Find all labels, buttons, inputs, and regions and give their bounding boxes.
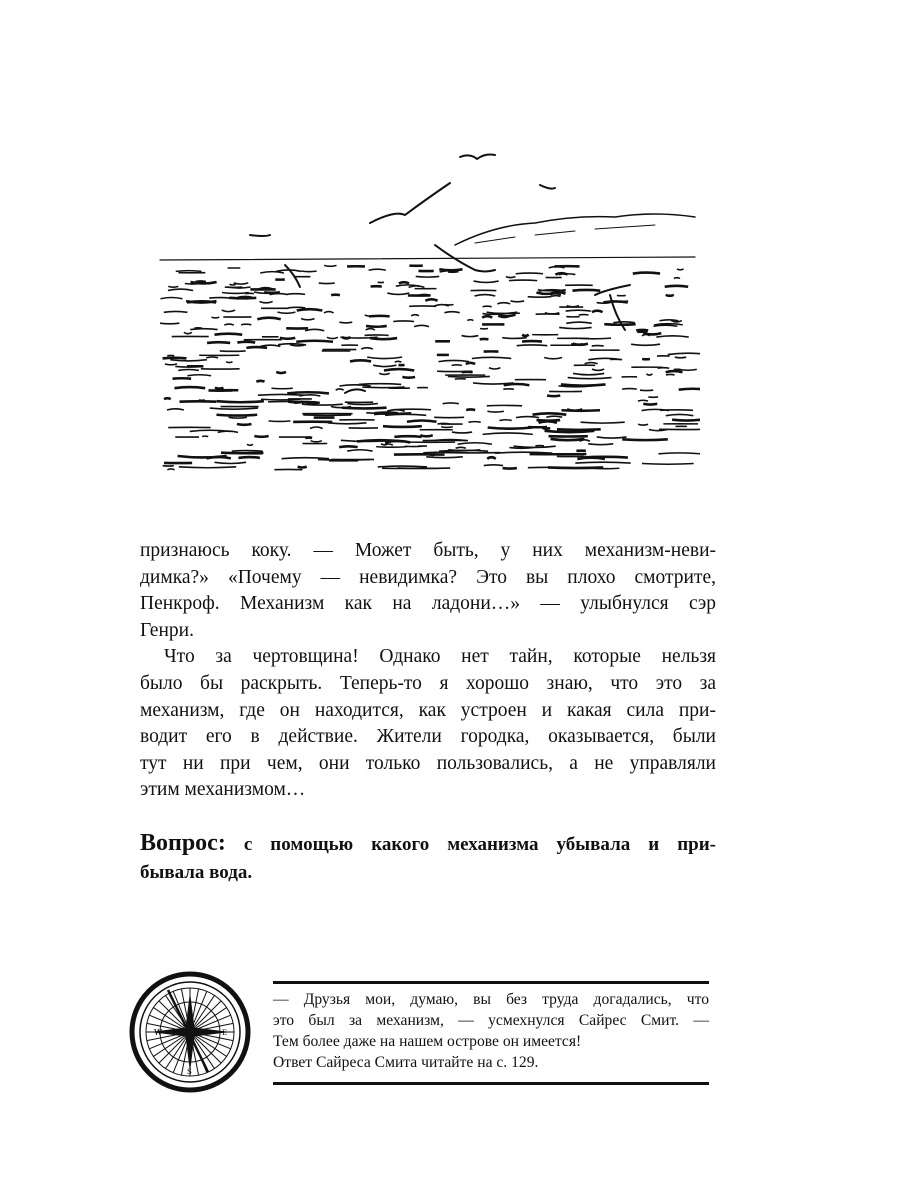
- text-line: тут ни при чем, они только пользовались, а не управляли: [140, 752, 716, 774]
- compass-letter-e: E: [222, 1029, 228, 1037]
- question-text-continued: бывала вода.: [140, 862, 253, 883]
- bottom-rule: [273, 1082, 709, 1085]
- text-line: димка?» «Почему — невидимка? Это вы плохо смотрите,: [140, 566, 716, 588]
- sea-waves: [160, 265, 700, 469]
- text-line: Что за чертовщина! Однако нет тайн, которые нельзя: [164, 646, 716, 668]
- note-line: Ответ Сайреса Смита читайте на с. 129.: [273, 1054, 539, 1071]
- note-line: Тем более даже на нашем острове он имеется!: [273, 1033, 582, 1050]
- text-line: этим механизмом…: [140, 779, 306, 801]
- seascape-illustration: [155, 145, 700, 490]
- note-line: — Друзья мои, думаю, вы без труда догадались, что: [273, 991, 709, 1008]
- compass-letter-s: S: [187, 1068, 192, 1076]
- text-line: Пенкроф. Механизм как на ладони…» — улыбнулся сэр: [140, 593, 716, 615]
- question-label: Вопрос:: [140, 830, 226, 856]
- body-text: [140, 538, 716, 804]
- compass-letter-w: W: [154, 1028, 163, 1037]
- question-block: [140, 829, 716, 887]
- text-line: Генри.: [140, 619, 194, 641]
- text-line: механизм, где он находится, как устроен и какая сила при-: [140, 699, 716, 721]
- note-line: это был за механизм, — усмехнулся Сайрес Смит. —: [273, 1012, 709, 1029]
- compass-icon: [128, 970, 256, 1098]
- answer-note: [273, 989, 709, 1073]
- text-line: признаюсь коку. — Может быть, у них механизм-неви-: [140, 540, 716, 561]
- top-rule: [273, 981, 709, 984]
- text-line: было бы раскрыть. Теперь-то я хорошо знаю, что это за: [140, 672, 716, 694]
- horizon-line: [160, 257, 695, 260]
- text-line: водит его в действие. Жители городка, оказывается, были: [140, 726, 716, 748]
- question-text: с помощью какого механизма убывала и при-: [225, 834, 716, 855]
